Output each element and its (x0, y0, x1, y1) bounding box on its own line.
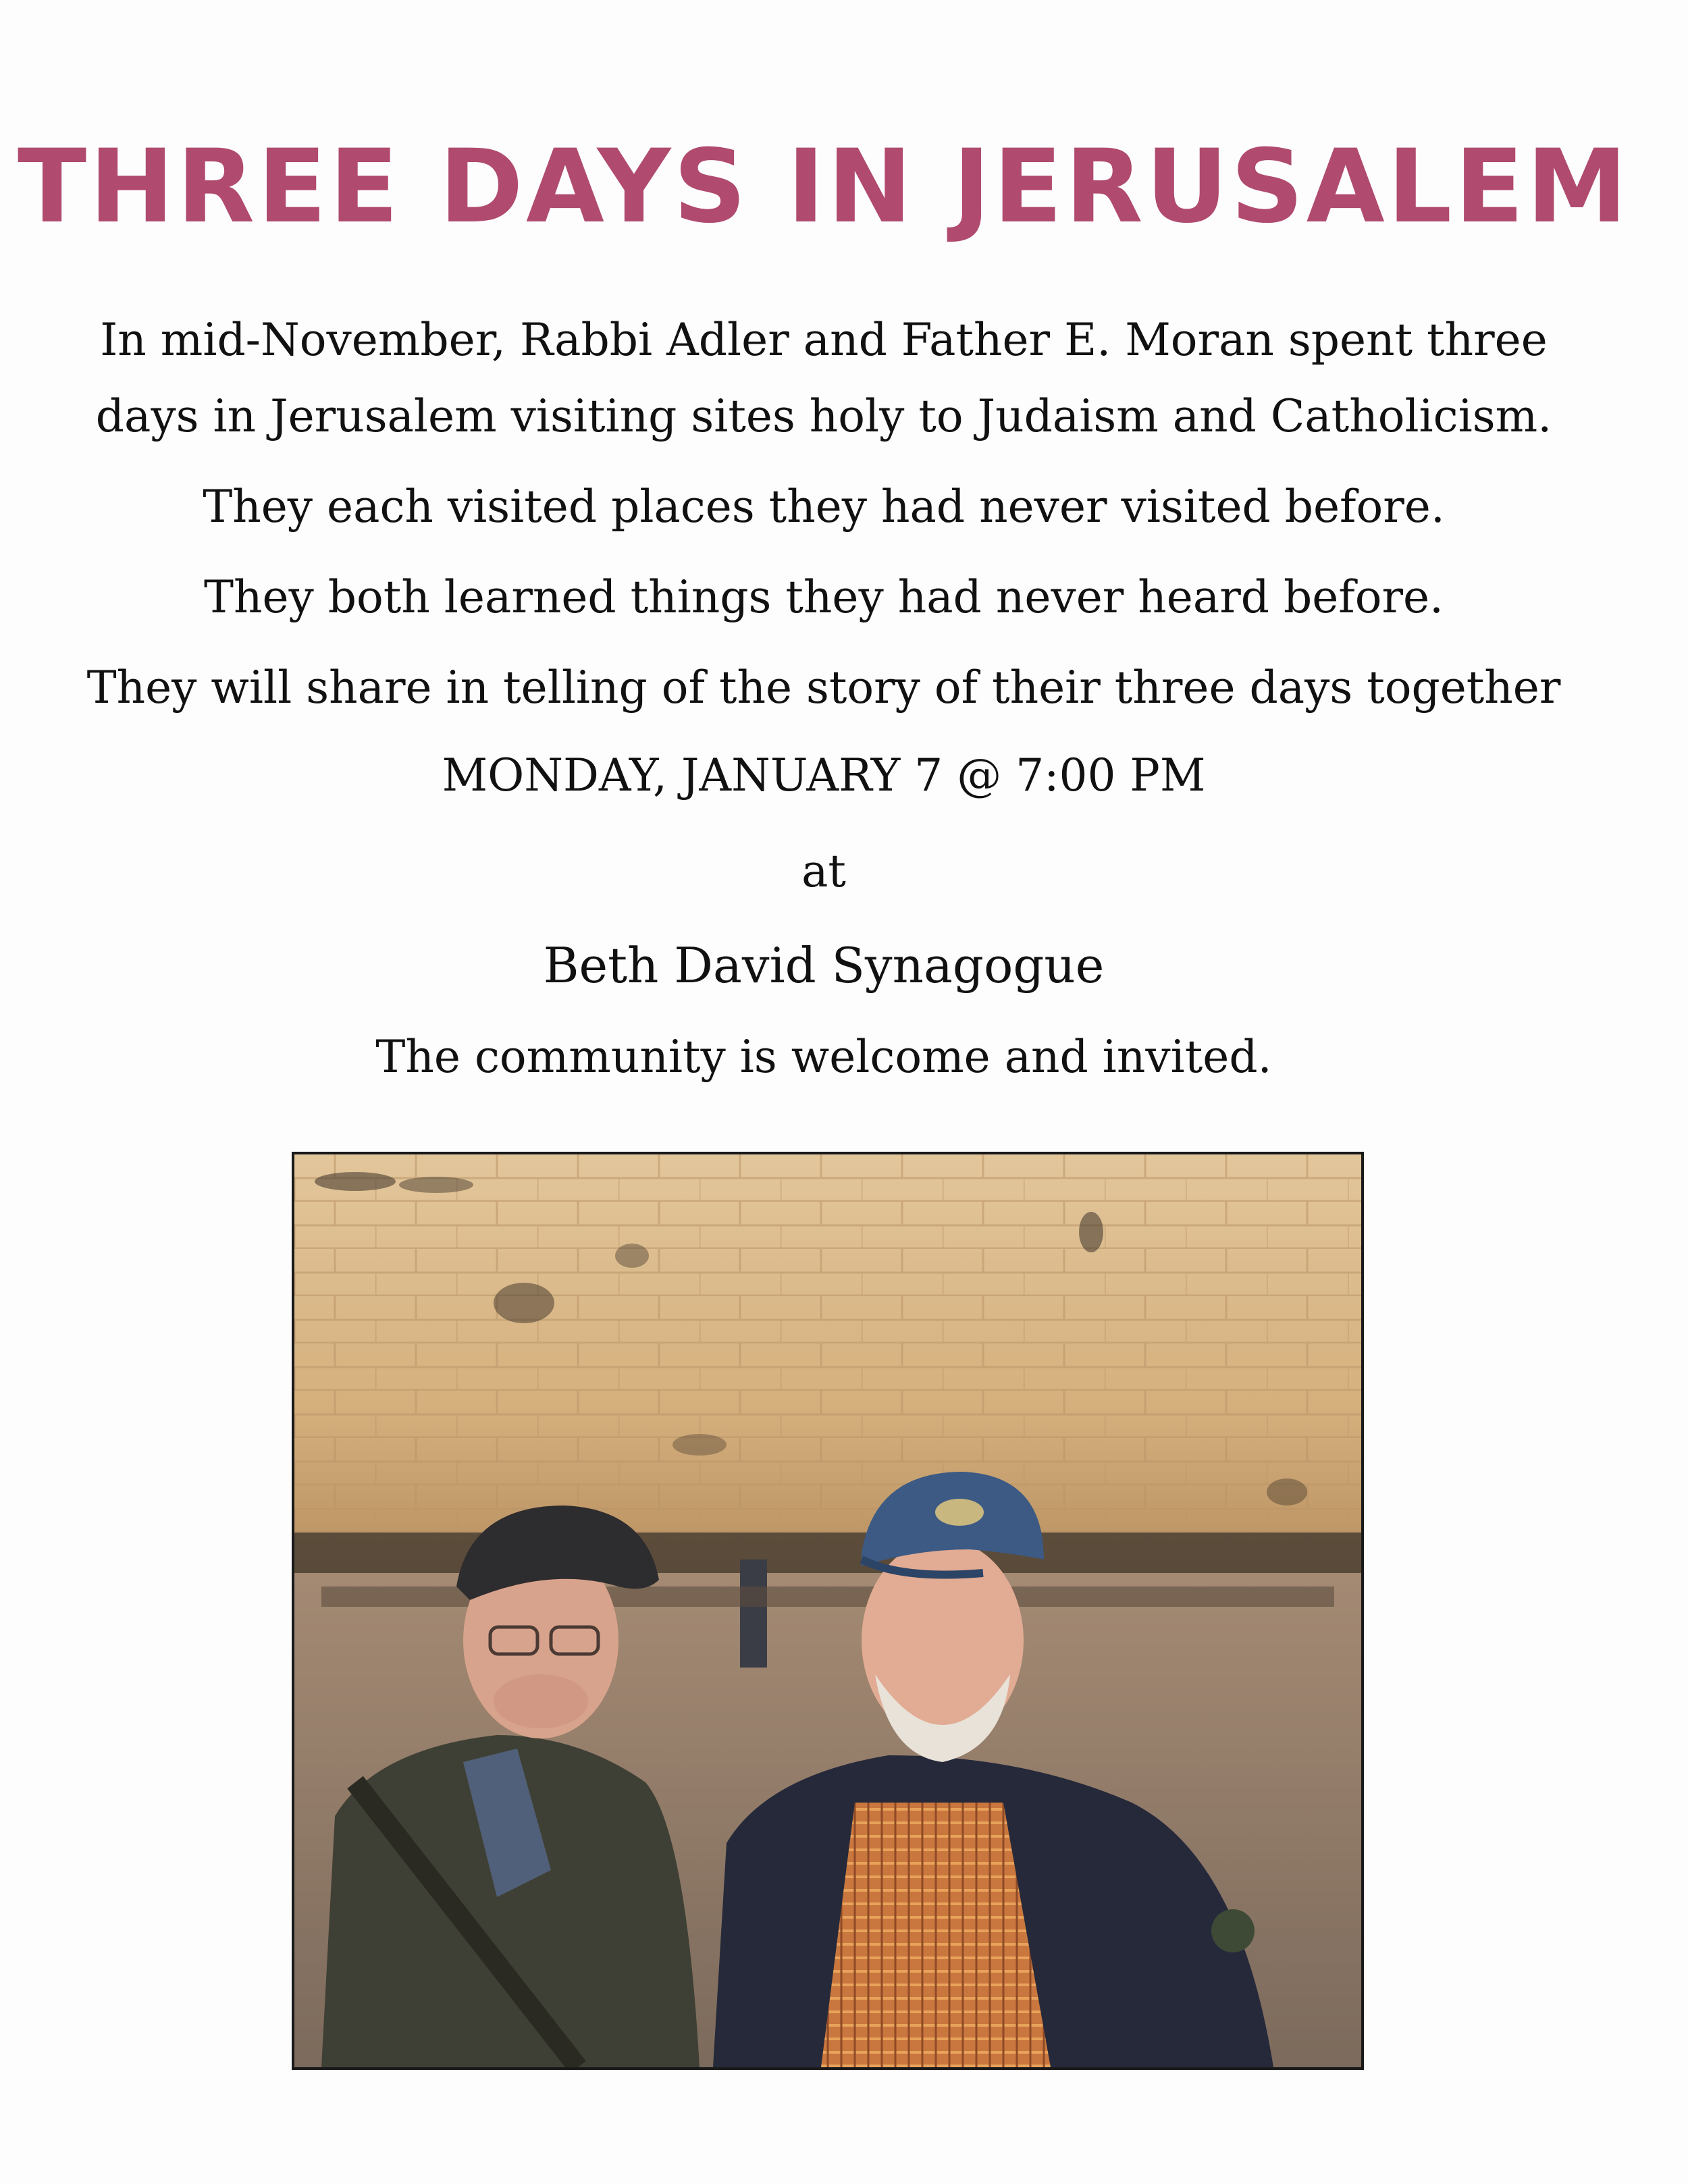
intro-line-2: days in Jerusalem visiting sites holy to Judaism and Catholicism. (95, 390, 1552, 442)
at-label: at (801, 845, 846, 897)
intro-line-1: In mid-November, Rabbi Adler and Father E. Moran spent three (100, 314, 1548, 366)
venue-name: Beth David Synagogue (543, 937, 1105, 994)
intro-line-4: They both learned things they had never heard before. (203, 571, 1444, 623)
intro-line-5: They will share in telling of the story of their three days together (86, 662, 1561, 714)
intro-line-3: They each visited places they had never visited before. (203, 481, 1445, 533)
flyer-title: THREE DAYS IN JERUSALEM (17, 128, 1631, 246)
photo-two-men-at-western-wall-icon (294, 1154, 1361, 2067)
welcome-text: The community is welcome and invited. (375, 1031, 1272, 1083)
event-datetime: MONDAY, JANUARY 7 @ 7:00 PM (442, 749, 1206, 801)
event-photo (292, 1152, 1364, 2070)
